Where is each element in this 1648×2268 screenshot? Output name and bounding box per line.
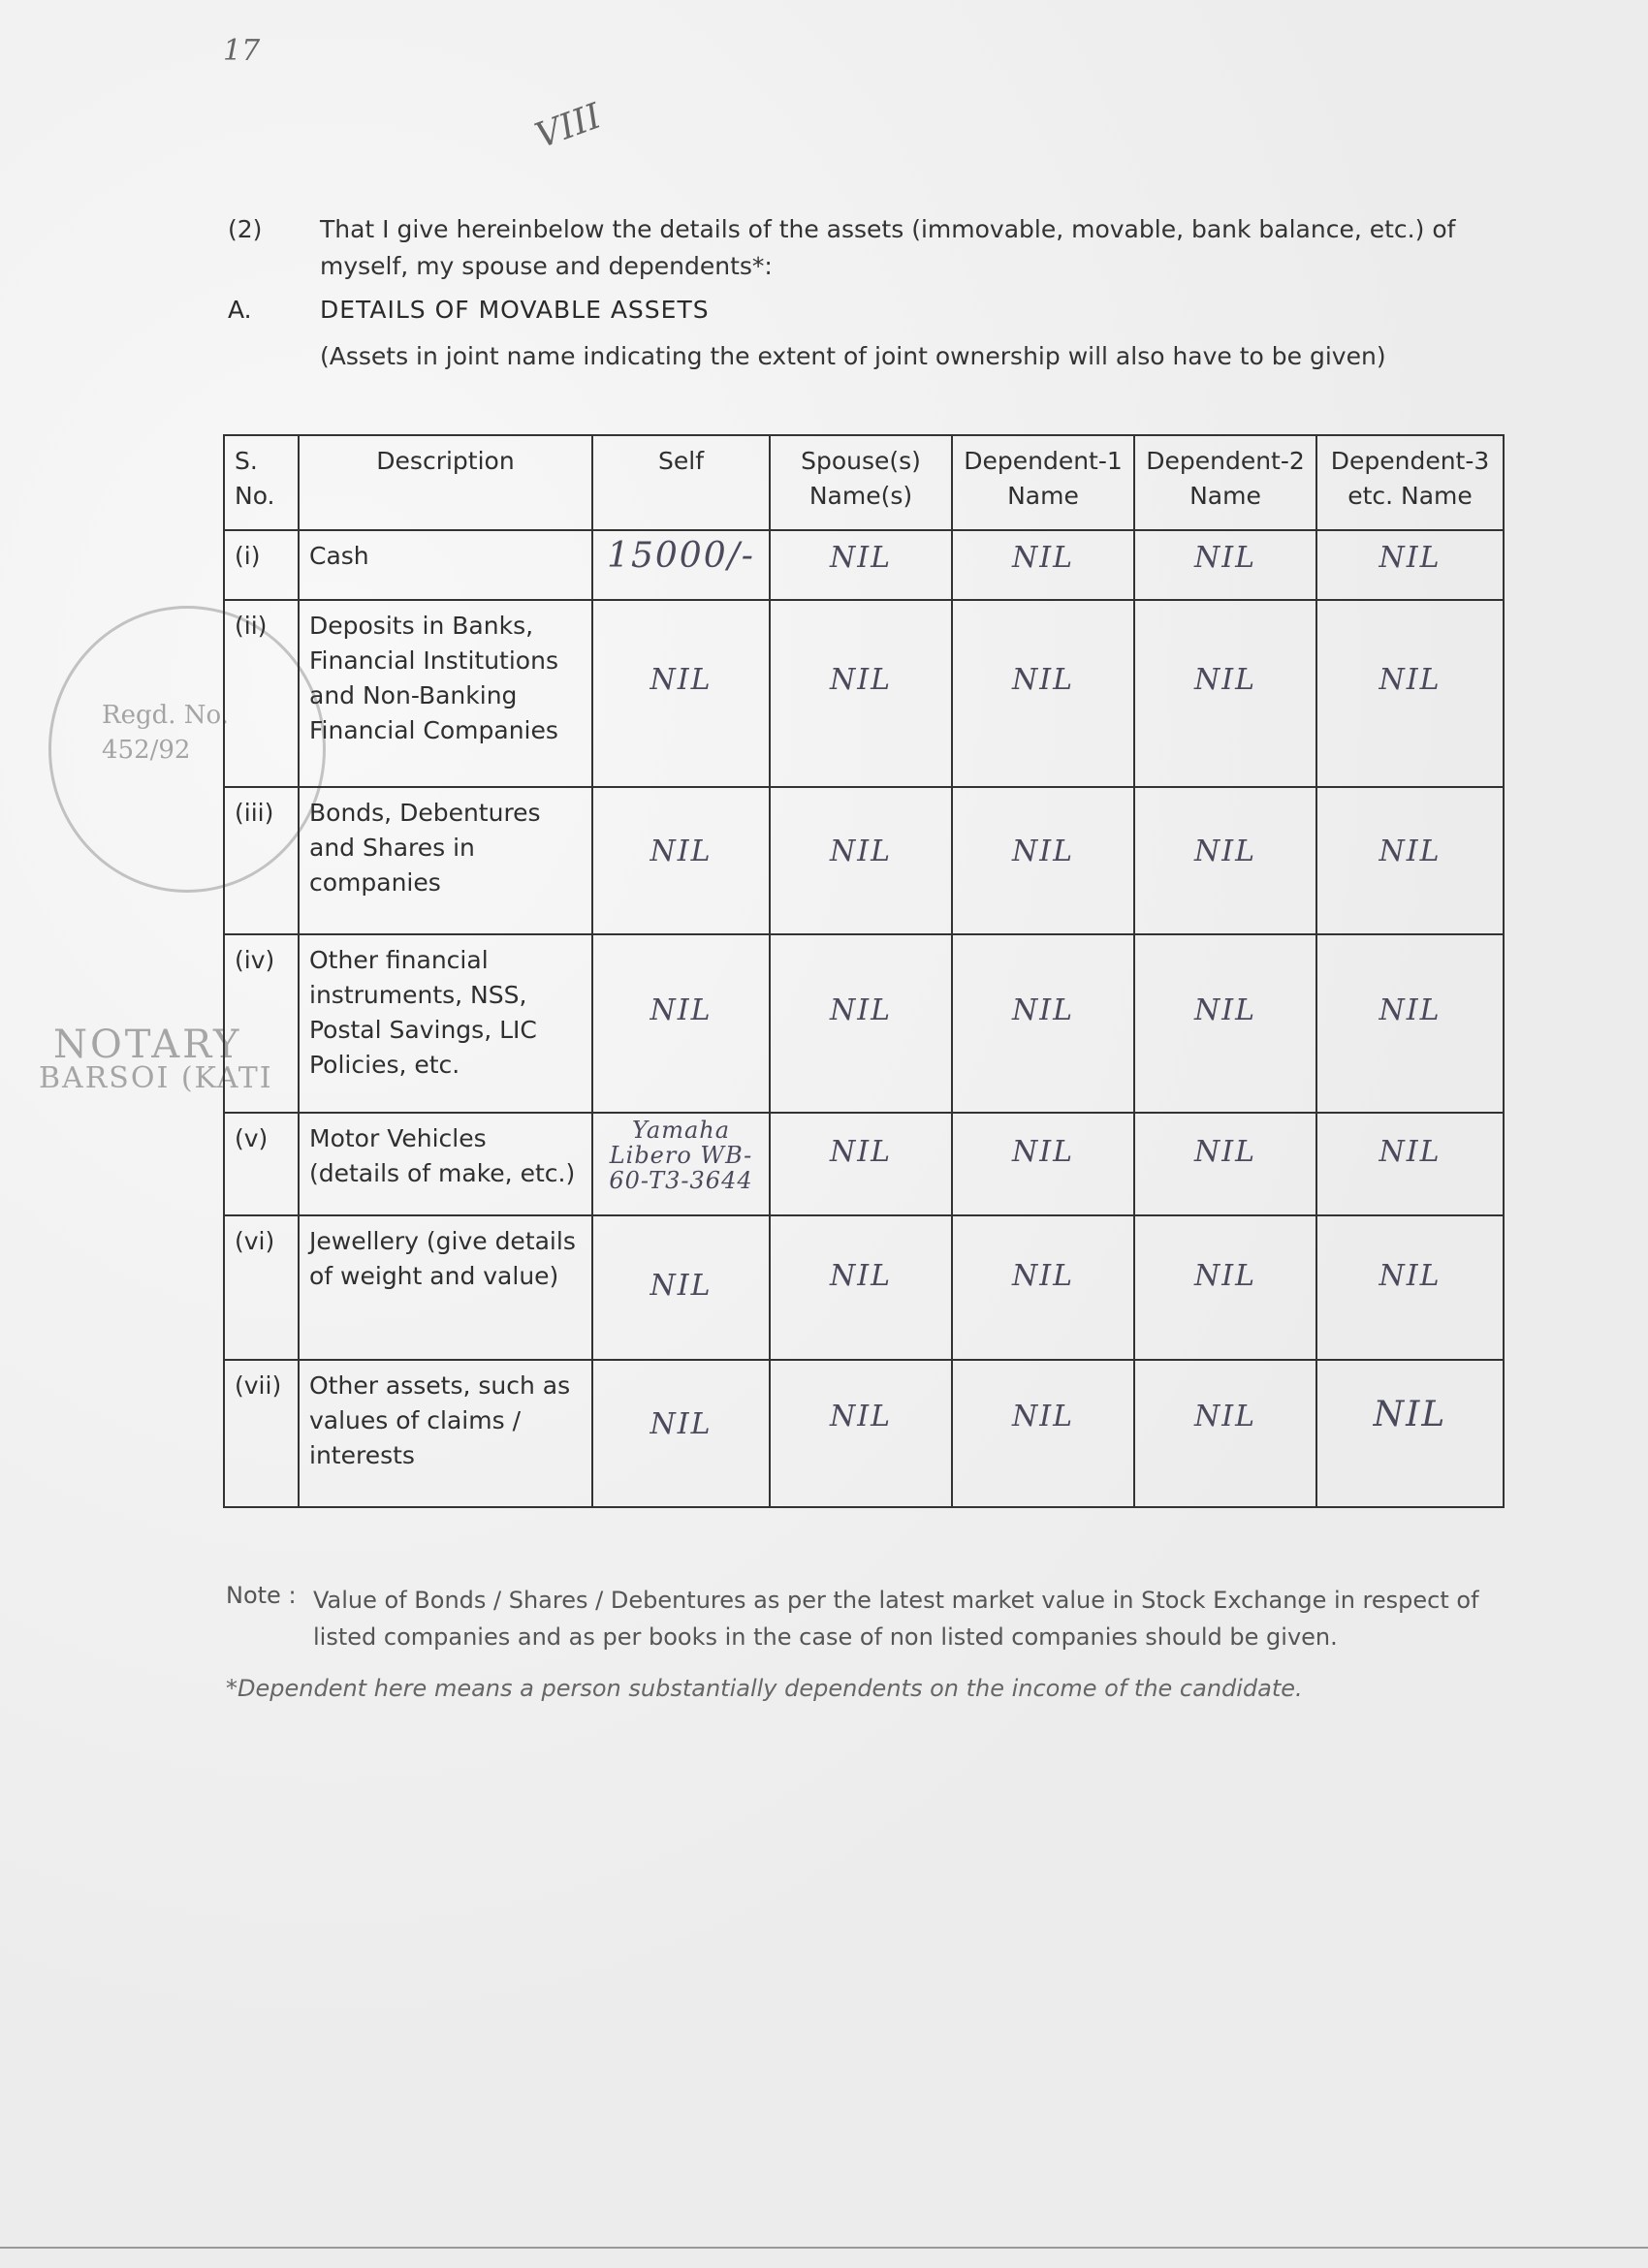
cell-spouse: NIL [829, 1399, 893, 1433]
cell-dep3: NIL [1379, 1135, 1442, 1170]
cell-dep2: NIL [1193, 1399, 1257, 1433]
cell-dep2: NIL [1193, 1259, 1257, 1294]
section-a-subtitle: (Assets in joint name indicating the extent of joint ownership will also have to be given) [320, 342, 1386, 370]
table-row [224, 600, 1504, 786]
row-sno: (i) [224, 530, 299, 600]
row-sno: (iii) [224, 787, 299, 934]
cell-spouse: NIL [829, 1259, 893, 1294]
row-description: Motor Vehicles (details of make, etc.) [299, 1113, 592, 1215]
cell-dep3: NIL [1379, 992, 1442, 1027]
cell-dep2: NIL [1193, 992, 1257, 1027]
row-description: Other financial instruments, NSS, Postal Savings, LIC Policies, etc. [299, 934, 592, 1113]
cell-self: NIL [650, 1269, 713, 1304]
row-sno: (ii) [224, 600, 299, 786]
cell-dep3: NIL [1373, 1394, 1447, 1434]
table-row [224, 1360, 1504, 1507]
header-dep3: Dependent-3 etc. Name [1316, 435, 1504, 530]
header-self: Self [592, 435, 770, 530]
cell-dep1: NIL [1011, 663, 1075, 698]
header-dep2: Dependent-2 Name [1134, 435, 1316, 530]
cell-dep1: NIL [1011, 834, 1075, 868]
intro-text: That I give hereinbelow the details of the assets (immovable, movable, bank balance, etc.) of myself, my spouse and dependents*: [320, 215, 1456, 280]
header-description: Description [299, 435, 592, 530]
cell-spouse: NIL [829, 663, 893, 698]
footnote: *Dependent here means a person substantially dependents on the income of the candidate. [226, 1675, 1303, 1702]
section-a-title: DETAILS OF MOVABLE ASSETS [320, 296, 710, 324]
cell-dep3: NIL [1379, 663, 1442, 698]
section-a-letter: A. [228, 296, 252, 324]
row-description: Other assets, such as values of claims / interests [299, 1360, 592, 1507]
cell-dep1: NIL [1011, 992, 1075, 1027]
intro-number: (2) [228, 215, 263, 243]
table-row [224, 787, 1504, 934]
row-description: Bonds, Debentures and Shares in companies [299, 787, 592, 934]
stamp-place: BARSOI (KATI [39, 1061, 273, 1095]
cell-dep1: NIL [1011, 1135, 1075, 1170]
table-row [224, 1113, 1504, 1215]
cell-dep3: NIL [1379, 834, 1442, 868]
margin-mark-top-left: 17 [223, 34, 261, 68]
cell-self: Yamaha Libero WB-60-T3-3644 [609, 1117, 753, 1195]
cell-dep2: NIL [1193, 1135, 1257, 1170]
movable-assets-table [223, 434, 1505, 1508]
header-sno: S. No. [224, 435, 299, 530]
row-sno: (iv) [224, 934, 299, 1113]
cell-dep3: NIL [1379, 541, 1442, 576]
row-description: Deposits in Banks, Financial Institutions and Non-Banking Financial Companies [299, 600, 592, 786]
header-spouse: Spouse(s) Name(s) [770, 435, 952, 530]
row-description: Jewellery (give details of weight and value) [299, 1215, 592, 1359]
stamp-registration [102, 698, 229, 768]
row-sno: (vi) [224, 1215, 299, 1359]
margin-mark-top-center: VIII [530, 96, 607, 157]
table-header-row [224, 435, 1504, 530]
stamp-notary: NOTARY [53, 1023, 242, 1067]
cell-dep1: NIL [1011, 1399, 1075, 1433]
stamp-line1: Regd. No. [102, 701, 229, 730]
page-bottom-edge [0, 2247, 1648, 2249]
header-dep1: Dependent-1 Name [952, 435, 1134, 530]
note-label: Note : [226, 1582, 297, 1609]
table-row [224, 934, 1504, 1113]
cell-dep2: NIL [1193, 834, 1257, 868]
cell-dep2: NIL [1193, 663, 1257, 698]
cell-dep2: NIL [1193, 541, 1257, 576]
cell-spouse: NIL [829, 834, 893, 868]
cell-spouse: NIL [829, 541, 893, 576]
row-description: Cash [299, 530, 592, 600]
cell-self: NIL [650, 834, 713, 868]
cell-dep1: NIL [1011, 1259, 1075, 1294]
cell-self: 15000/- [607, 536, 755, 577]
table-row [224, 530, 1504, 600]
cell-self: NIL [650, 992, 713, 1027]
cell-self: NIL [650, 1406, 713, 1441]
row-sno: (v) [224, 1113, 299, 1215]
cell-dep3: NIL [1379, 1259, 1442, 1294]
note-text: Value of Bonds / Shares / Debentures as per the latest market value in Stock Exchange in respect of listed companies and as per books in the case of non listed companies should be given. [313, 1587, 1479, 1651]
stamp-line2: 452/92 [102, 736, 191, 765]
cell-self: NIL [650, 663, 713, 698]
cell-spouse: NIL [829, 992, 893, 1027]
cell-dep1: NIL [1011, 541, 1075, 576]
cell-spouse: NIL [829, 1135, 893, 1170]
row-sno: (vii) [224, 1360, 299, 1507]
table-row [224, 1215, 1504, 1359]
